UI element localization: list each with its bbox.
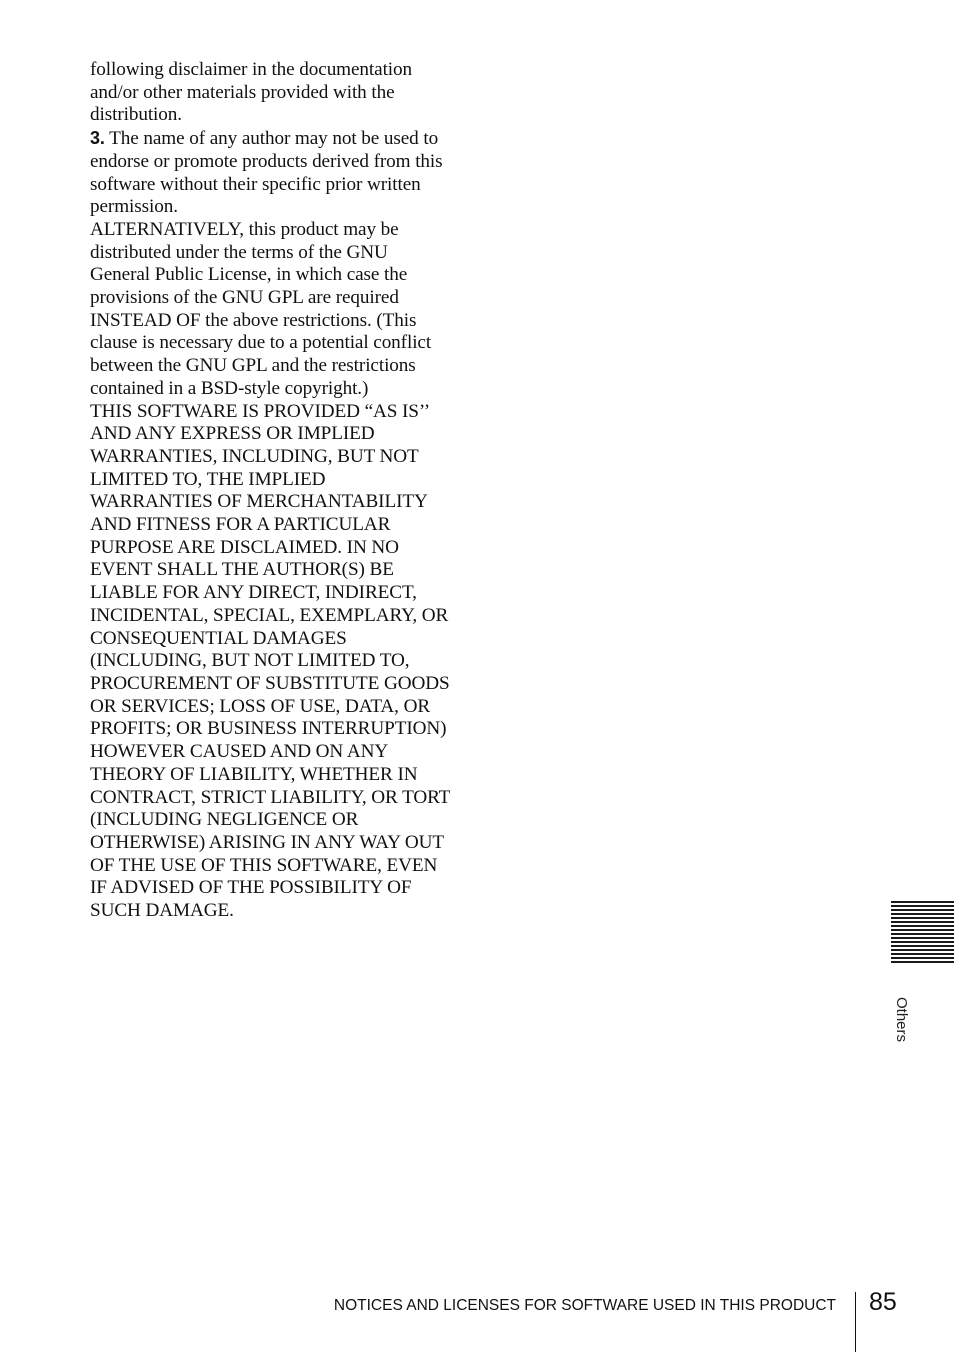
item-number: 3. bbox=[90, 128, 105, 149]
footer-divider bbox=[855, 1292, 856, 1352]
gpl-alternative-paragraph: ALTERNATIVELY, this product may be distributed under the terms of the GNU General Public License, in which case the provisions of the GNU GPL are required INSTEAD OF the above restrictions. (This clause is necessary due to a potential conflict between the GNU GPL and the restrictions contained in a BSD-style copyright.) bbox=[90, 218, 432, 399]
footer-section-title: NOTICES AND LICENSES FOR SOFTWARE USED IN THIS PRODUCT bbox=[333, 1297, 836, 1314]
page-number: 85 bbox=[869, 1288, 897, 1316]
section-tab-label: Others bbox=[893, 997, 910, 1043]
item-text: The name of any author may not be used to endorse or promote products derived from this software without their specific prior written permission. bbox=[90, 128, 443, 218]
license-text-column bbox=[90, 59, 452, 923]
section-tab-marker bbox=[891, 901, 954, 965]
disclaimer-continuation-paragraph: following disclaimer in the documentation and/or other materials provided with the distribution. bbox=[90, 59, 413, 126]
warranty-disclaimer-paragraph: THIS SOFTWARE IS PROVIDED “AS IS’’ AND ANY EXPRESS OR IMPLIED WARRANTIES, INCLUDING, BUT NOT LIMITED TO, THE IMPLIED WARRANTIES OF MERCHANTABILITY AND FITNESS FOR A PARTICULAR PURPOSE ARE DISCLAIMED. IN NO EVENT SHALL THE AUTHOR(S) BE LIABLE FOR ANY DIRECT, INDIRECT, INCIDENTAL, SPECIAL, EXEMPLARY, OR CONSEQUENTIAL DAMAGES (INCLUDING, BUT NOT LIMITED TO, PROCUREMENT OF SUBSTITUTE GOODS OR SERVICES; LOSS OF USE, DATA, OR PROFITS; OR BUSINESS INTERRUPTION) HOWEVER CAUSED AND ON ANY THEORY OF LIABILITY, WHETHER IN CONTRACT, STRICT LIABILITY, OR TORT (INCLUDING NEGLIGENCE OR OTHERWISE) ARISING IN ANY WAY OUT OF THE USE OF THIS SOFTWARE, EVEN IF ADVISED OF THE POSSIBILITY OF SUCH DAMAGE. bbox=[90, 400, 450, 922]
license-item-3 bbox=[90, 127, 452, 219]
